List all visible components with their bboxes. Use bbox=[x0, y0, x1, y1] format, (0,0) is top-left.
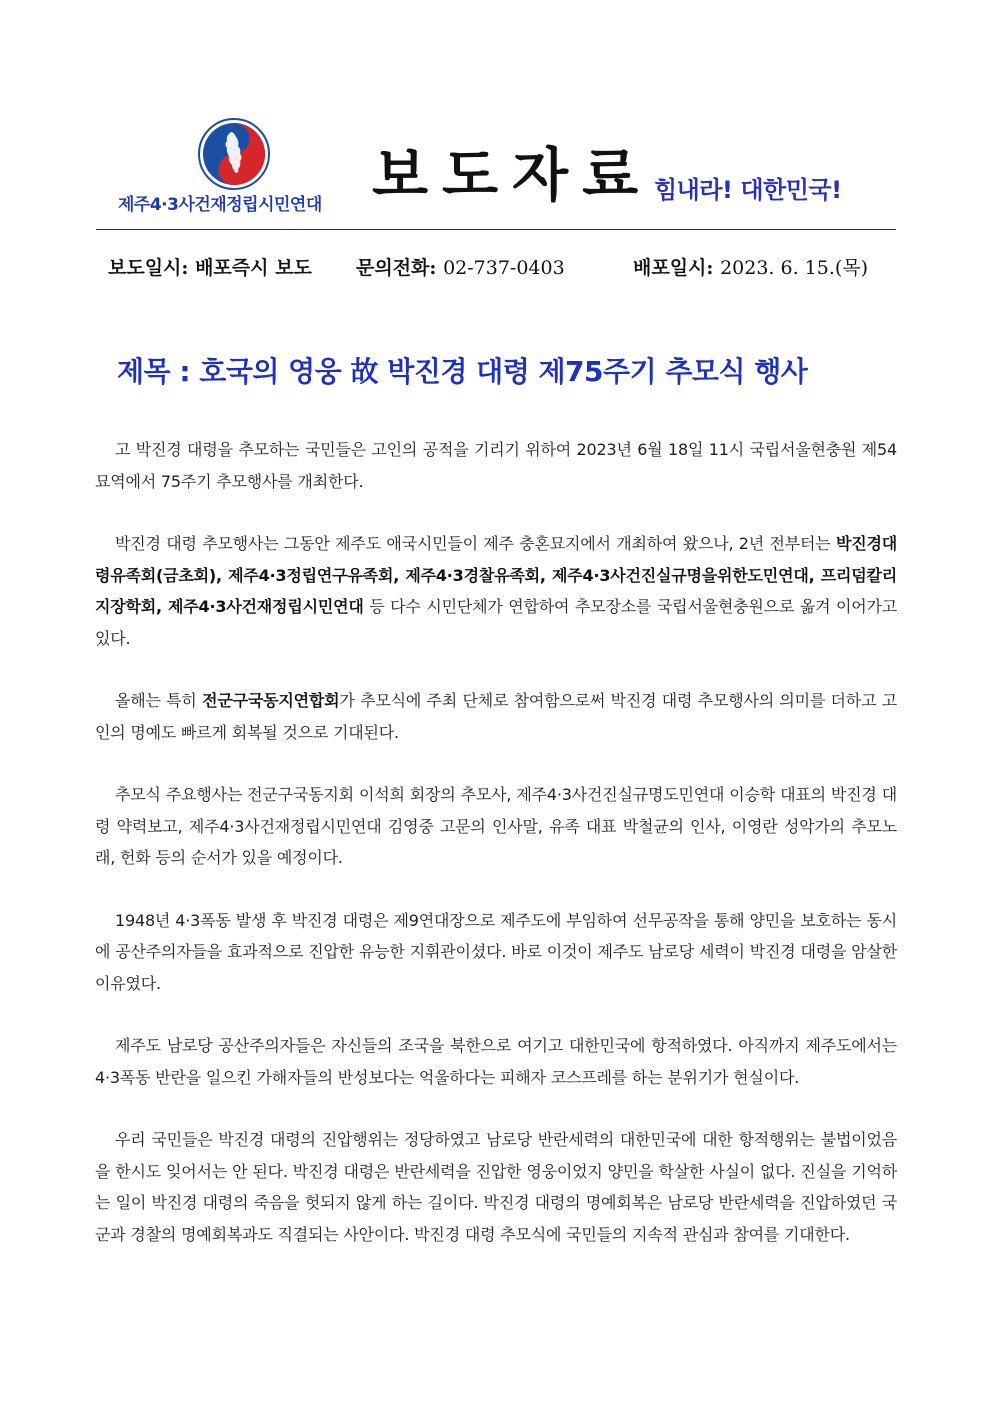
release-label: 보도일시: bbox=[108, 257, 189, 279]
press-release-body bbox=[95, 434, 897, 1281]
paragraph: 1948년 4·3폭동 발생 후 박진경 대령은 제9연대장으로 제주도에 부임하여 선무공작을 통해 양민을 보호하는 동시에 공산주의자들을 효과적으로 진압한 유능한 지휘관이셨다. 바로 이것이 제주도 남로당 세력이 박진경 대령을 암살한 이유였다. bbox=[95, 910, 897, 993]
distribution-date-info bbox=[633, 253, 868, 280]
organization-name: 제주4·3사건재정립시민연대 bbox=[118, 195, 322, 215]
paragraph: 제주도 남로당 공산주의자들은 자신들의 조국을 북한으로 여기고 대한민국에 항적하였다. 아직까지 제주도에서는 4·3폭동 반란을 일으킨 가해자들의 반성보다는 억울하다는 피해자 코스프레를 하는 분위기가 현실이다. bbox=[95, 1036, 897, 1087]
slogan: 힘내라! 대한민국! bbox=[654, 176, 842, 204]
header-divider bbox=[96, 229, 896, 230]
phone-label: 문의전화: bbox=[356, 257, 437, 279]
phone-value: 02-737-0403 bbox=[443, 257, 565, 279]
host-organization: 전군구국동지연합회 bbox=[202, 691, 340, 710]
phone-info bbox=[356, 253, 565, 280]
document-header bbox=[0, 0, 992, 240]
date-label: 배포일시: bbox=[633, 257, 714, 279]
paragraph-text: 가 추모식에 주최 단체로 참여함으로써 박진경 대령 추모행사의 의미를 더하고 고인의 명예도 빠르게 회복될 것으로 기대된다. bbox=[95, 691, 897, 742]
taegeuk-korea-map-icon bbox=[198, 118, 270, 190]
organization-list: 박진경대령유족회(금초회), 제주4·3정립연구유족회, 제주4·3경찰유족회, 제주4·3사건진실규명을위한도민연대, 프리덤칼리지장학회, 제주4·3사건재정립시민연대 bbox=[95, 534, 897, 616]
paragraph: 고 박진경 대령을 추모하는 국민들은 고인의 공적을 기리기 위하여 2023년 6월 18일 11시 국립서울현충원 제54묘역에서 75주기 추모행사를 개최한다. bbox=[95, 440, 897, 491]
paragraph-text: 박진경 대령 추모행사는 그동안 제주도 애국시민들이 제주 충혼묘지에서 개최하여 왔으나, 2년 전부터는 bbox=[115, 534, 836, 553]
paragraph: 추모식 주요행사는 전군구국동지회 이석희 회장의 추모사, 제주4·3사건진실규명도민연대 이승학 대표의 박진경 대령 약력보고, 제주4·3사건재정립시민연대 김영중 고문의 인사말, 유족 대표 박철균의 인사, 이영란 성악가의 추모노래, 헌화 등의 순서가 있을 예정이다. bbox=[95, 785, 897, 867]
release-info bbox=[108, 253, 312, 280]
subject-title: 제목 : 호국의 영웅 故 박진경 대령 제75주기 추모식 행사 bbox=[117, 355, 808, 388]
date-value: 2023. 6. 15.(목) bbox=[720, 257, 869, 279]
paragraph bbox=[95, 685, 897, 748]
paragraph: 우리 국민들은 박진경 대령의 진압행위는 정당하였고 남로당 반란세력의 대한민국에 대한 항적행위는 불법이었음을 한시도 잊어서는 안 된다. 박진경 대령은 반란세력을 진압한 영웅이었지 양민을 학살한 사실이 없다. 진실을 기억하는 일이 박진경 대령의 죽음을 헛되지 않게 하는 길이다. 박진경 대령의 명예회복은 남로당 반란세력을 진압하였던 국군과 경찰의 명예회복과도 직결되는 사안이다. 박진경 대령 추모식에 국민들의 지속적 관심과 참여를 기대한다. bbox=[95, 1130, 897, 1244]
document-title: 보도자료 bbox=[372, 141, 653, 209]
paragraph-text: 등 다수 시민단체가 연합하여 추모장소를 국립서울현충원으로 옮겨 이어가고 있다. bbox=[95, 597, 898, 648]
paragraph bbox=[95, 528, 897, 654]
paragraph-text: 올해는 특히 bbox=[115, 691, 203, 710]
release-value: 배포즉시 보도 bbox=[195, 257, 312, 279]
